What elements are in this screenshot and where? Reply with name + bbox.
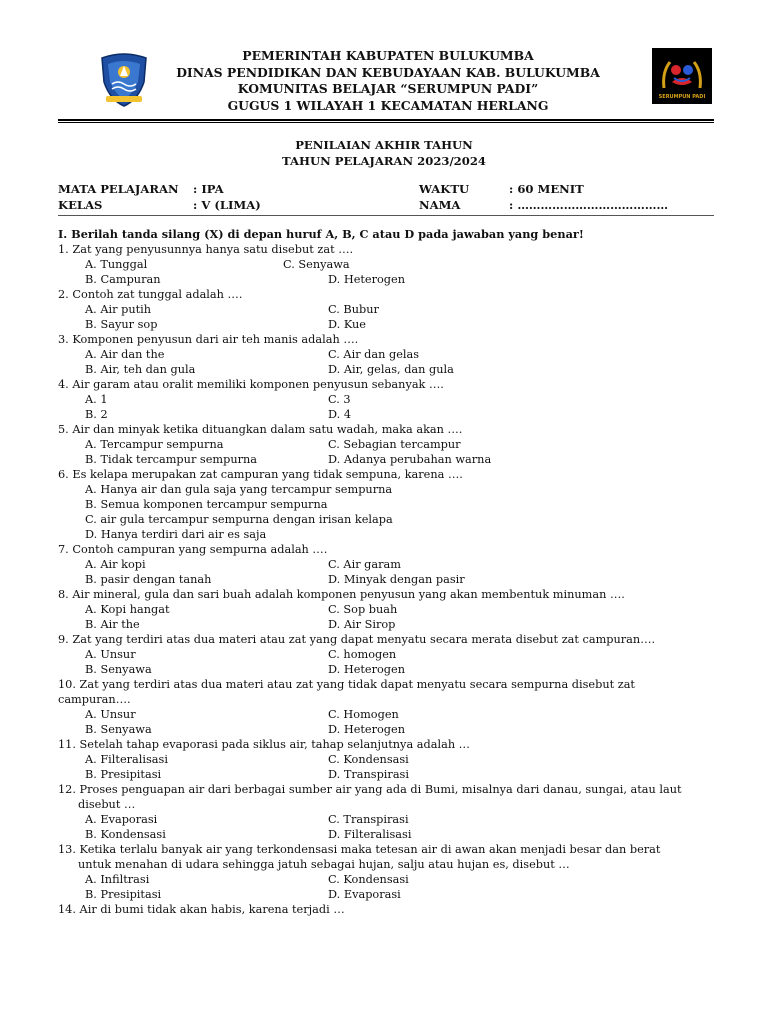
instruction: I. Berilah tanda silang (X) di depan huruf A, B, C atau D pada jawaban yang benar!: [58, 227, 584, 241]
question-text: 7. Contoh campuran yang sempurna adalah ….: [58, 543, 328, 556]
header-line-3: KOMUNITAS BELAJAR “SERUMPUN PADI”: [237, 81, 539, 97]
option-a[interactable]: A. Unsur: [85, 648, 136, 661]
option-c[interactable]: C. Senyawa: [283, 258, 350, 271]
option-c[interactable]: C. Kondensasi: [328, 873, 409, 886]
question-options: [58, 557, 718, 587]
option-d[interactable]: D. Hanya terdiri dari air es saja: [85, 528, 267, 541]
question-text: 12. Proses penguapan air dari berbagai sumber air yang ada di Bumi, misalnya dari danau, sungai, atau laut: [58, 783, 682, 796]
option-a[interactable]: A. Hanya air dan gula saja yang tercampur sempurna: [85, 483, 393, 496]
question-text: 5. Air dan minyak ketika dituangkan dalam satu wadah, maka akan ….: [58, 423, 463, 436]
option-d[interactable]: D. Heterogen: [328, 663, 405, 676]
exam-meta-left: [58, 182, 261, 213]
question-options: [58, 302, 718, 332]
option-a[interactable]: A. Evaporasi: [85, 813, 158, 826]
option-c[interactable]: C. air gula tercampur sempurna dengan irisan kelapa: [85, 513, 393, 526]
option-d[interactable]: D. Heterogen: [328, 273, 405, 286]
header-line-4: GUGUS 1 WILAYAH 1 KECAMATAN HERLANG: [227, 97, 549, 113]
option-b[interactable]: B. pasir dengan tanah: [85, 573, 212, 586]
question-text: 1. Zat yang penyusunnya hanya satu disebut zat ….: [58, 243, 354, 256]
question-text-continued: campuran….: [58, 693, 131, 706]
question-text: 10. Zat yang terdiri atas dua materi atau zat yang tidak dapat menyatu secara sempurna disebut zat: [58, 678, 635, 691]
option-c[interactable]: C. 3: [328, 393, 351, 406]
option-d[interactable]: D. Evaporasi: [328, 888, 401, 901]
option-d[interactable]: D. Transpirasi: [328, 768, 409, 781]
question-text: 3. Komponen penyusun dari air teh manis adalah ….: [58, 333, 359, 346]
question-text: 13. Ketika terlalu banyak air yang terkondensasi maka tetesan air di awan akan menjadi besar dan berat: [58, 843, 661, 856]
question-text: 2. Contoh zat tunggal adalah ….: [58, 288, 243, 301]
question-text: 6. Es kelapa merupakan zat campuran yang tidak sempuna, karena ….: [58, 468, 463, 481]
meta-divider: [58, 215, 714, 216]
question-options: [58, 482, 718, 542]
question-text: 11. Setelah tahap evaporasi pada siklus air, tahap selanjutnya adalah …: [58, 738, 470, 751]
header-line-1: PEMERINTAH KABUPATEN BULUKUMBA: [242, 48, 534, 63]
question-options: [58, 647, 718, 677]
option-d[interactable]: D. Minyak dengan pasir: [328, 573, 465, 586]
name-field[interactable]: : …………………………………: [509, 197, 669, 212]
option-c[interactable]: C. Bubur: [328, 303, 379, 316]
option-b[interactable]: B. Tidak tercampur sempurna: [85, 453, 258, 466]
option-d[interactable]: D. Air, gelas, dan gula: [328, 363, 454, 376]
question-options: [58, 872, 718, 902]
class-row: [58, 198, 261, 214]
option-c[interactable]: C. Sop buah: [328, 603, 398, 616]
question-text: 9. Zat yang terdiri atas dua materi atau zat yang dapat menyatu secara merata disebut zat campuran….: [58, 633, 656, 646]
option-a[interactable]: A. Air kopi: [85, 558, 146, 571]
header-divider-thin: [58, 122, 714, 123]
question-text: 8. Air mineral, gula dan sari buah adalah komponen penyusun yang akan membentuk minuman ….: [58, 588, 625, 601]
regency-emblem-icon: [98, 52, 150, 108]
header-divider-thick: [58, 119, 714, 121]
option-a[interactable]: A. Tunggal: [85, 258, 148, 271]
name-label: NAMA: [419, 197, 461, 212]
question-options: [58, 707, 718, 737]
class-value: : V (LIMA): [193, 197, 261, 212]
option-a[interactable]: A. Tercampur sempurna: [85, 438, 224, 451]
option-d[interactable]: D. Filteralisasi: [328, 828, 412, 841]
document-header: [0, 44, 768, 120]
option-d[interactable]: D. Kue: [328, 318, 366, 331]
time-label: WAKTU: [419, 182, 470, 196]
question-options: [58, 602, 718, 632]
question-text: 4. Air garam atau oralit memiliki komponen penyusun sebanyak ….: [58, 378, 444, 391]
option-a[interactable]: A. Filteralisasi: [85, 753, 168, 766]
option-a[interactable]: A. 1: [85, 393, 108, 406]
name-row: [419, 198, 668, 214]
question-options: [58, 437, 718, 467]
question-options: [58, 392, 718, 422]
option-b[interactable]: B. Air, teh dan gula: [85, 363, 196, 376]
exam-meta-right: [419, 182, 668, 213]
option-b[interactable]: B. Presipitasi: [85, 768, 162, 781]
option-b[interactable]: B. Presipitasi: [85, 888, 162, 901]
option-c[interactable]: C. Transpirasi: [328, 813, 409, 826]
option-c[interactable]: C. Air garam: [328, 558, 401, 571]
option-a[interactable]: A. Air dan the: [85, 348, 165, 361]
option-b[interactable]: B. 2: [85, 408, 108, 421]
question-options: [58, 347, 718, 377]
option-c[interactable]: C. Sebagian tercampur: [328, 438, 461, 451]
exam-title: [0, 138, 768, 169]
question-options: [58, 752, 718, 782]
question-list: [58, 227, 718, 917]
subject-value: : IPA: [193, 182, 224, 196]
option-b[interactable]: B. Kondensasi: [85, 828, 166, 841]
option-d[interactable]: D. 4: [328, 408, 352, 421]
option-d[interactable]: D. Air Sirop: [328, 618, 396, 631]
question-options: [58, 812, 718, 842]
option-a[interactable]: A. Kopi hangat: [85, 603, 170, 616]
option-b[interactable]: B. Senyawa: [85, 723, 152, 736]
question-options: [58, 257, 718, 287]
option-a[interactable]: A. Infiltrasi: [85, 873, 150, 886]
option-b[interactable]: B. Air the: [85, 618, 140, 631]
option-c[interactable]: C. Homogen: [328, 708, 399, 721]
serumpun-padi-logo-icon: [652, 48, 712, 104]
option-c[interactable]: C. Air dan gelas: [328, 348, 420, 361]
exam-title-line-2: TAHUN PELAJARAN 2023/2024: [282, 153, 486, 168]
option-d[interactable]: D. Heterogen: [328, 723, 405, 736]
option-b[interactable]: B. Semua komponen tercampur sempurna: [85, 498, 328, 511]
subject-label: MATA PELAJARAN: [58, 182, 179, 196]
option-a[interactable]: A. Air putih: [85, 303, 152, 316]
question-text-continued: untuk menahan di udara sehingga jatuh sebagai hujan, salju atau hujan es, disebut …: [78, 858, 570, 871]
question-text: 14. Air di bumi tidak akan habis, karena terjadi …: [58, 903, 345, 916]
header-line-2: DINAS PENDIDIKAN DAN KEBUDAYAAN KAB. BULUKUMBA: [176, 64, 600, 80]
time-row: [419, 182, 668, 198]
class-label: KELAS: [58, 197, 103, 212]
option-a[interactable]: A. Unsur: [85, 708, 136, 721]
option-b[interactable]: B. Sayur sop: [85, 318, 158, 331]
exam-title-line-1: PENILAIAN AKHIR TAHUN: [295, 138, 473, 152]
option-b[interactable]: B. Senyawa: [85, 663, 152, 676]
option-c[interactable]: C. homogen: [328, 648, 397, 661]
option-c[interactable]: C. Kondensasi: [328, 753, 409, 766]
option-b[interactable]: B. Campuran: [85, 273, 161, 286]
question-text-continued: disebut …: [78, 798, 136, 811]
option-d[interactable]: D. Adanya perubahan warna: [328, 453, 492, 466]
logo-text: SERUMPUN PADI: [658, 94, 706, 100]
time-value: : 60 MENIT: [509, 182, 584, 196]
subject-row: [58, 182, 261, 198]
